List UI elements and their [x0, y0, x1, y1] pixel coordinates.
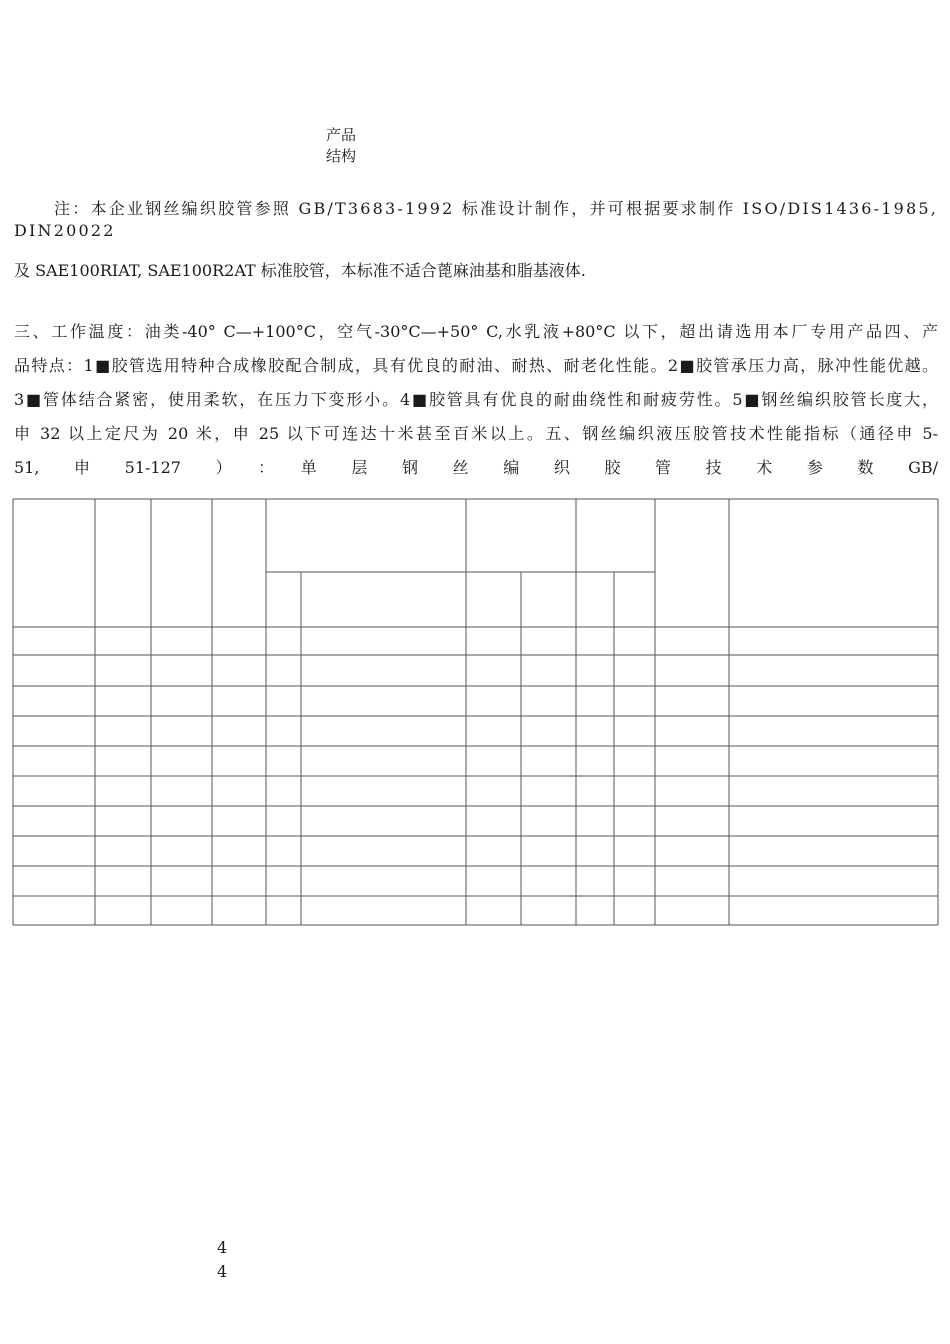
heading-line-2: 结构	[326, 147, 357, 165]
note-text-2: 及 SAE100RIAT, SAE100R2AT 标准胶管，本标准不适合蓖麻油基和脂基液体.	[14, 261, 586, 280]
page-number-bottom: 4	[217, 1262, 228, 1281]
spec-line-5: 51, 申 51-127 ） ： 单 层 钢 丝 编 织 胶 管 技 术 参 数 GB/	[14, 458, 938, 477]
spec-line-2: 品特点：1■胶管选用特种合成橡胶配合制成，具有优良的耐油、耐热、耐老化性能。2■胶管承压力高，脉冲性能优越。	[14, 356, 938, 375]
heading-line-1: 产品	[326, 126, 357, 144]
spec-line-1: 三、工作温度：油类-40° C—+100°C，空气-30°C—+50° C,水乳液+80°C 以下，超出请选用本厂专用产品四、产	[14, 322, 938, 341]
note-text: 注：本企业钢丝编织胶管参照 GB/T3683-1992 标准设计制作，并可根据要求制作 ISO/DIS1436-1985, DIN20022	[14, 199, 938, 240]
spec-line-3: 3■管体结合紧密，使用柔软，在压力下变形小。4■胶管具有优良的耐曲绕性和耐疲劳性。5■钢丝编织胶管长度大，	[14, 390, 938, 409]
page-number-top: 4	[217, 1238, 228, 1257]
spec-line-4: 申 32 以上定尺为 20 米，申 25 以下可连达十米甚至百米以上。五、钢丝编织液压胶管技术性能指标（通径申 5-	[14, 424, 938, 443]
